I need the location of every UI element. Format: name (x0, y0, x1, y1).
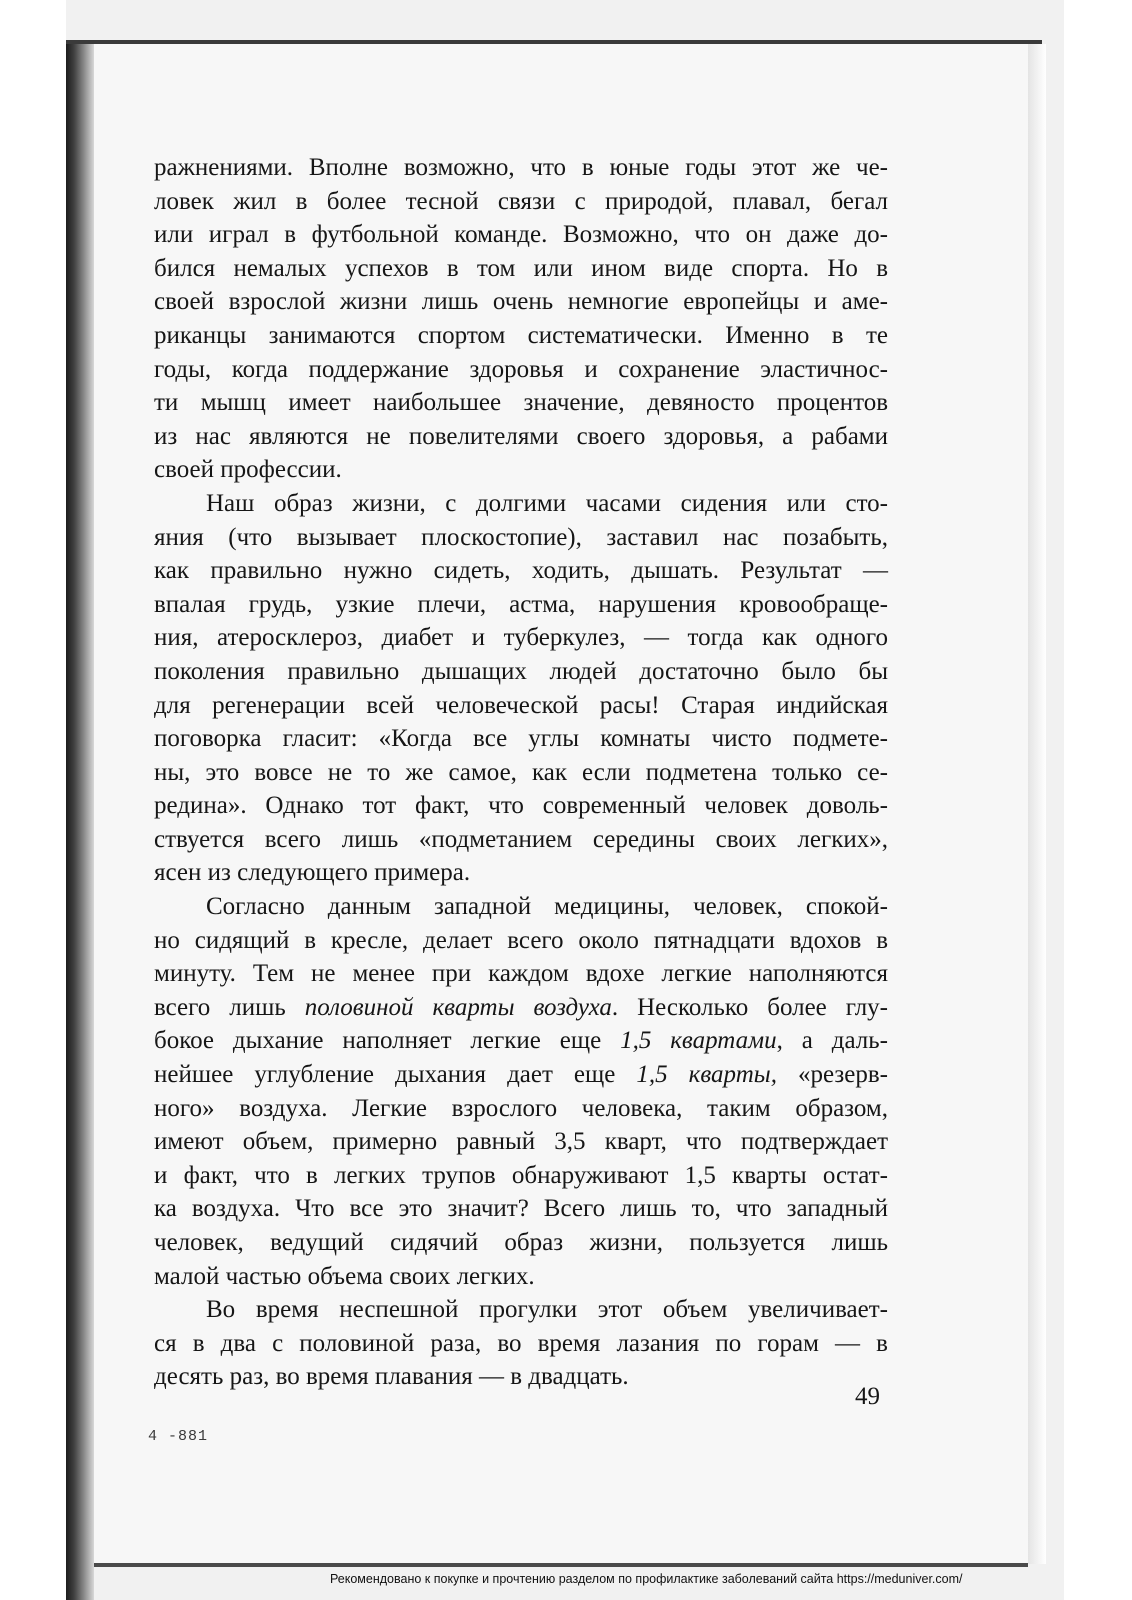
text-line-segment: ствуется всего лишь «подметанием середины своих легких», (154, 825, 888, 853)
text-line (154, 689, 888, 723)
text-line-segment: имеют объем, примерно равный 3,5 кварт, что подтверждает (154, 1128, 888, 1156)
text-line-segment: минуту. Тем не менее при каждом вдохе легкие наполняются (154, 960, 888, 988)
text-line (154, 991, 888, 1025)
text-line-segment: для регенерации всей человеческой расы! Старая индийская (154, 691, 888, 719)
text-line-segment: поговорка гласит: «Когда все углы комнаты чисто подмете- (154, 725, 888, 753)
text-line (154, 285, 888, 319)
text-line-segment: бился немалых успехов в том или ином виде спорта. Но в (154, 254, 888, 282)
text-line-segment: ка воздуха. Что все это значит? Всего лишь то, что западный (154, 1195, 888, 1223)
text-line (154, 655, 888, 689)
text-line-segment: или играл в футбольной команде. Возможно, что он даже до- (154, 221, 888, 249)
text-line-segment: поколения правильно дышащих людей достаточно было бы (154, 657, 888, 685)
text-line (154, 890, 888, 924)
text-line-segment: ражнениями. Вполне возможно, что в юные годы этот же че- (154, 154, 888, 181)
italic-term: половиной кварты воздуха (304, 993, 612, 1021)
text-line-segment: редина». Однако тот факт, что современный человек доволь- (154, 792, 888, 820)
text-line (154, 856, 888, 890)
text-line-segment: ного» воздуха. Легкие взрослого человека, таким образом, (154, 1094, 888, 1122)
text-line-segment: своей взрослой жизни лишь очень немногие европейцы и аме- (154, 288, 888, 316)
text-line-segment: . Несколько более глу- (611, 993, 889, 1021)
text-line-segment: ся в два с половиной раза, во время лазания по горам — в (154, 1329, 888, 1357)
italic-term: 1,5 квартами (620, 1027, 777, 1055)
text-line-segment: из нас являются не повелителями своего здоровья, а рабами (154, 422, 888, 450)
text-line-segment: Во время неспешной прогулки этот объем увеличивает- (206, 1296, 888, 1324)
text-line-segment: малой частью объема своих легких. (154, 1262, 535, 1290)
footer-note: Рекомендовано к покупке и прочтению разделом по профилактике заболеваний сайта https://meduniver.com/ (330, 1572, 963, 1586)
body-text (154, 151, 888, 1394)
page-bottom-edge (94, 1563, 1028, 1567)
text-line (154, 1260, 888, 1294)
text-line (154, 789, 888, 823)
page-top-edge (66, 40, 1042, 44)
text-line-segment: нейшее углубление дыхания дает еще (154, 1061, 637, 1089)
text-line (154, 353, 888, 387)
text-line (154, 1226, 888, 1260)
book-spine-shadow (66, 40, 94, 1600)
text-line-segment: ловек жил в более тесной связи с природой, плавал, бегал (154, 187, 888, 215)
text-line (154, 521, 888, 555)
text-line (154, 252, 888, 286)
text-line (154, 823, 888, 857)
text-line-segment: бокое дыхание наполняет легкие еще (154, 1027, 621, 1055)
text-line-segment: Наш образ жизни, с долгими часами сидения или сто- (206, 489, 888, 517)
text-line-segment: своей профессии. (154, 456, 342, 484)
text-line-segment: ти мышц имеет наибольшее значение, девяносто процентов (154, 389, 888, 417)
text-line-segment: «резерв- (776, 1061, 888, 1089)
text-line (154, 1360, 888, 1394)
italic-term: 1,5 кварты, (636, 1061, 777, 1089)
text-line (154, 185, 888, 219)
text-line (154, 487, 888, 521)
text-line (154, 1092, 888, 1126)
text-line (154, 218, 888, 252)
text-line-segment: как правильно нужно сидеть, ходить, дышать. Результат — (154, 557, 888, 585)
text-line (154, 1293, 888, 1327)
text-line-segment: всего лишь (154, 993, 305, 1021)
text-line-segment: ны, это вовсе не то же самое, как если подметена только се- (154, 758, 888, 786)
text-line-segment: и факт, что в легких трупов обнаруживают 1,5 кварты остат- (154, 1161, 888, 1189)
text-line (154, 621, 888, 655)
text-line (154, 1192, 888, 1226)
text-line (154, 420, 888, 454)
page-right-edge (1028, 44, 1046, 1564)
text-line-segment: Согласно данным западной медицины, человек, спокой- (206, 893, 888, 921)
text-line (154, 319, 888, 353)
text-line (154, 1125, 888, 1159)
text-line-segment: но сидящий в кресле, делает всего около пятнадцати вдохов в (154, 926, 888, 954)
text-line (154, 453, 888, 487)
text-line-segment: ясен из следующего примера. (154, 859, 471, 887)
text-line-segment: человек, ведущий сидячий образ жизни, пользуется лишь (154, 1229, 888, 1256)
text-line (154, 1024, 888, 1058)
text-line (154, 1058, 888, 1092)
text-line (154, 554, 888, 588)
text-line (154, 1159, 888, 1193)
text-line (154, 588, 888, 622)
text-line-segment: яния (что вызывает плоскостопие), заставил нас позабыть, (154, 523, 888, 551)
text-line-segment: десять раз, во время плавания — в двадцать. (154, 1363, 629, 1391)
text-line (154, 1327, 888, 1361)
text-line (154, 151, 888, 185)
text-line-segment: риканцы занимаются спортом систематически. Именно в те (154, 321, 888, 349)
printer-signature: 4 -881 (148, 1428, 209, 1445)
text-line (154, 722, 888, 756)
text-line-segment: , а даль- (776, 1027, 888, 1055)
text-line (154, 386, 888, 420)
text-line (154, 756, 888, 790)
text-line (154, 924, 888, 958)
text-line-segment: впалая грудь, узкие плечи, астма, нарушения кровообраще- (154, 590, 888, 618)
page-number: 49 (855, 1383, 880, 1410)
text-line (154, 957, 888, 991)
text-line-segment: ния, атеросклероз, диабет и туберкулез, — тогда как одного (154, 624, 888, 652)
text-line-segment: годы, когда поддержание здоровья и сохранение эластичнос- (154, 355, 888, 383)
